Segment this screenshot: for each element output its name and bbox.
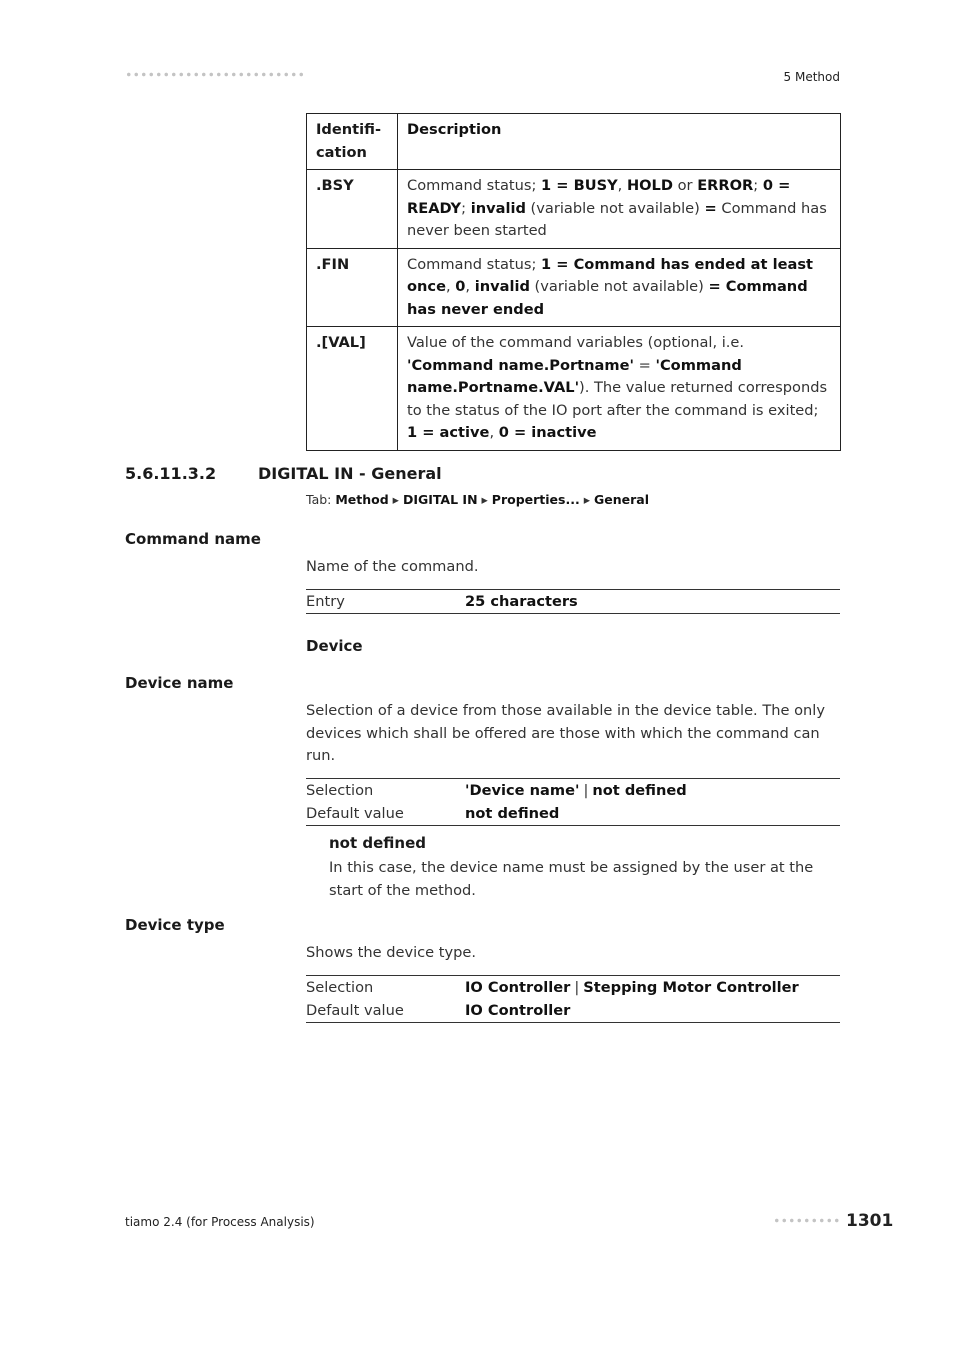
default-value: IO Controller <box>465 1002 571 1019</box>
entry-value: 25 characters <box>465 593 578 610</box>
default-key: Default value <box>306 805 404 822</box>
selection-key: Selection <box>306 782 374 799</box>
option-desc: In this case, the device name must be assigned by the user at the start of the method. <box>329 859 814 899</box>
default-key: Default value <box>306 1002 404 1019</box>
tab-method: Method <box>335 492 389 507</box>
chapter-label: 5 Method <box>783 70 840 84</box>
param-device-type: Device type <box>125 916 225 934</box>
table-row <box>307 327 841 451</box>
device-name-spec <box>306 778 840 826</box>
default-value: not defined <box>465 805 560 822</box>
identification-table <box>306 113 841 451</box>
section-number: 5.6.11.3.2 <box>125 464 217 483</box>
table-header-row <box>307 114 841 170</box>
option-title: not defined <box>329 834 426 852</box>
selection-key: Selection <box>306 979 374 996</box>
row-description: Command status; 1 = Command has ended at least once, 0, invalid (variable not available) = Command has never ended <box>398 248 841 327</box>
tab-digital-in: DIGITAL IN <box>402 492 478 507</box>
param-device-name: Device name <box>125 674 234 692</box>
footer-product: tiamo 2.4 (for Process Analysis) <box>125 1215 315 1229</box>
selection-value: 'Device name' | not defined <box>465 782 687 799</box>
arrow-icon: ▸ <box>481 492 488 507</box>
entry-key: Entry <box>306 593 345 610</box>
header-identification: Identifi- cation <box>307 114 398 170</box>
header-description: Description <box>398 114 841 170</box>
row-description: Command status; 1 = BUSY, HOLD or ERROR; 0 = READY; invalid (variable not available) = Command has never been started <box>398 170 841 249</box>
row-id: .[VAL] <box>307 327 398 451</box>
device-name-desc: Selection of a device from those available in the device table. The only devices which shall be offered are those with which the command can run. <box>306 702 825 764</box>
tab-general: General <box>593 492 649 507</box>
table-row <box>307 170 841 249</box>
device-heading: Device <box>306 637 363 655</box>
section-title: DIGITAL IN - General <box>258 464 442 483</box>
tab-path: Tab: Method ▸ DIGITAL IN ▸ Properties... ▸ General <box>306 492 649 507</box>
param-command-name: Command name <box>125 530 261 548</box>
row-description: Value of the command variables (optional, i.e. 'Command name.Portname' = 'Command name.Portname.VAL'). The value returned corresponds to the status of the IO port after the command is exited; 1 = active, 0 = inactive <box>398 327 841 451</box>
table-row <box>307 248 841 327</box>
tab-properties: Properties... <box>491 492 580 507</box>
header-decoration <box>125 71 307 78</box>
page-number: 1301 <box>846 1211 894 1231</box>
arrow-icon: ▸ <box>583 492 590 507</box>
selection-value: IO Controller | Stepping Motor Controller <box>465 979 799 996</box>
arrow-icon: ▸ <box>392 492 399 507</box>
command-name-desc: Name of the command. <box>306 558 479 575</box>
device-type-spec <box>306 975 840 1023</box>
row-id: .BSY <box>307 170 398 249</box>
footer-decoration <box>773 1217 841 1224</box>
command-name-spec <box>306 589 840 614</box>
row-id: .FIN <box>307 248 398 327</box>
device-type-desc: Shows the device type. <box>306 944 477 961</box>
